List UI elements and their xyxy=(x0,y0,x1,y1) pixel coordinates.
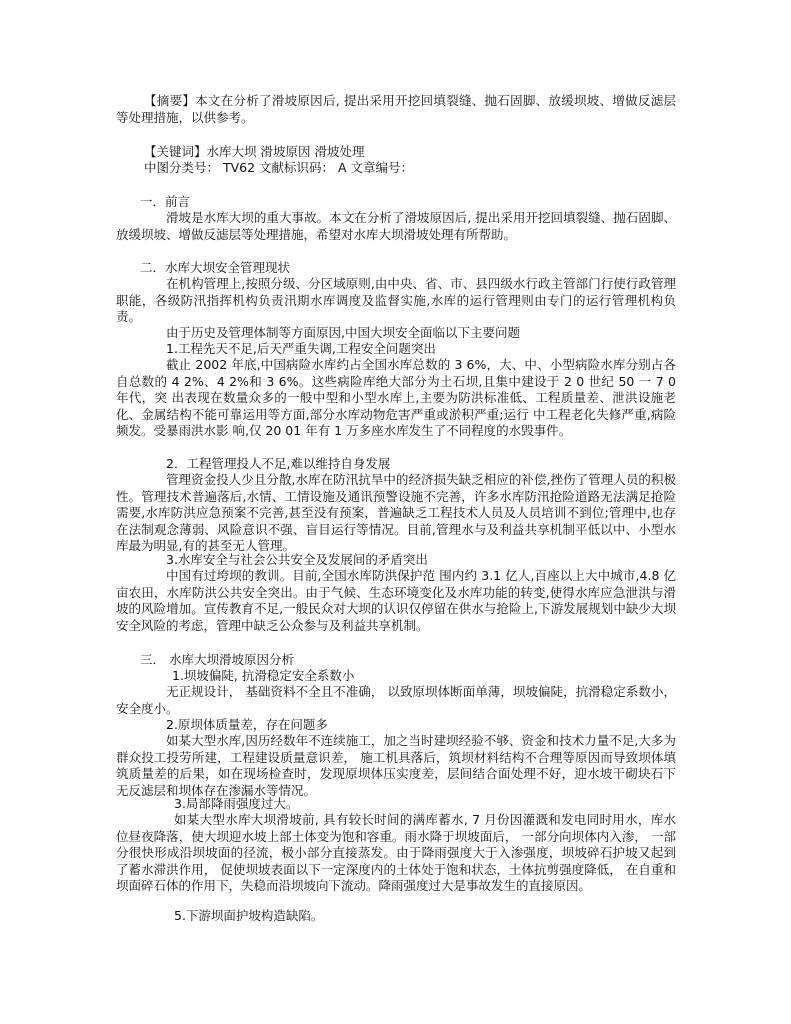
section-heading-1: 一．前言 xyxy=(140,194,191,209)
subheading-3-2: 2.原坝体质量差，存在问题多 xyxy=(166,717,328,732)
subheading-2-3: 3.水库安全与社会公共安全及发展间的矛盾突出 xyxy=(166,552,428,567)
subheading-2-1: 1.工程先天不足,后天严重失调,工程安全问题突出 xyxy=(166,341,436,356)
paragraph-problems-intro: 由于历史及管理体制等方面原因,中国大坝安全面临以下主要问题 xyxy=(166,325,520,340)
section-heading-2: 二．水库大坝安全管理现状 xyxy=(140,260,291,275)
paragraph-2-1: 截止 2002 年底,中国病险水库约占全国水库总数的 3 6%，大、中、小型病险水库分别占各自总数的 4 2%、4 2%和 3 6%。这些病险库绝大部分为土石坝,且集中建设于 2 0 世纪 50 一 7 0 年代，突 出表现在数量众多的一般中型和小型水库上,主要为防洪标准低、工程质量差、泄洪设施老化、金属结构不能可靠运用等方面,部分水库动物危害严重或淤积严重;运行 中工程老化失修严重,病险频发。受暴雨洪水影 响,仅 20 01 年有 1 万多座水库发生了不同程度的水毁事件。 xyxy=(116,357,676,439)
paragraph-3-3: 如某大型水库大坝滑坡前, 具有较长时间的满库蓄水, 7 月份因灌溉和发电同时用水，库水位昼夜降落，使大坝迎水坡上部土体变为饱和容重。雨水降于坝坡面后， 一部分向坝体内入渗， 一部分很快形成沿坝坡面的径流，极小部分直接蒸发。由于降雨强度大于入渗强度，坝坡碎石护坡又起到了蓄水滞洪作用， 促使坝坡表面以下一定深度内的土体处于饱和状态，土体抗剪强度降低， 在自重和坝面碎石体的作用下，失稳而沿坝坡向下流动。降雨强度过大是事故发生的直接原因。 xyxy=(116,812,676,894)
paragraph-3-1: 无正规设计， 基础资料不全且不准确， 以致原坝体断面单薄，坝坡偏陡，抗滑稳定系数小， 安全度小。 xyxy=(116,684,676,716)
paragraph-management: 在机构管理上,按照分级、分区域原则,由中央、省、市、县四级水行政主管部门行使行政管理职能，各级防汛指挥机构负责汛期水库调度及监督实施,水库的运行管理则由专门的运行管理机构负责。 xyxy=(116,276,676,325)
subheading-3-3: 3.局部降雨强度过大。 xyxy=(174,796,299,811)
subheading-3-5: 5.下游坝面护坡构造缺陷。 xyxy=(174,908,324,923)
subheading-2-2: 2．工程管理投人不足,难以维持自身发展 xyxy=(166,456,391,471)
subheading-3-1: 1.坝坡偏陡, 抗滑稳定安全系数小 xyxy=(172,668,355,683)
abstract: 【摘要】本文在分析了滑坡原因后, 提出采用开挖回填裂缝、抛石固脚、放缓坝坡、增做反滤层等处理措施，以供参考。 xyxy=(116,93,676,125)
section-heading-3: 三． 水库大坝滑坡原因分析 xyxy=(140,652,294,667)
keywords: 【关键词】水库大坝 滑坡原因 滑坡处理 xyxy=(144,144,365,159)
paragraph-intro: 滑坡是水库大坝的重大事故。本文在分析了滑坡原因后, 提出采用开挖回填裂缝、抛石固脚、放缓坝坡、增做反滤层等处理措施，希望对水库大坝滑坡处理有所帮助。 xyxy=(116,210,676,242)
paragraph-2-2: 管理资金投人少且分散,水库在防汛抗旱中的经济损失缺乏相应的补偿,挫伤了管理人员的积极性。管理技术普遍落后,水情、工情设施及通讯预警设施不完善，许多水库防汛抢险道路无法满足抢险需要,水库防洪应急预案不完善,甚至没有预案，普遍缺乏工程技术人员及人员培训不到位;管理中,也存在法制观念薄弱、风险意识不强、盲目运行等情况。目前,管理水与及利益共享机制平低以中、小型水库最为明显,有的甚至无人管理。 xyxy=(116,472,676,554)
paragraph-3-2: 如某大型水库,因历经数年不连续施工，加之当时建坝经验不够、资金和技术力量不足,大多为群众投工投劳所建，工程建设质量意识差， 施工机具落后，筑坝材料结构不合理等原因而导致坝体填筑质量差的后果，如在现场检查时，发现原坝体压实度差，层间结合面处理不好，迎水坡干砌块石下无反滤层和坝体存在渗漏水等情况。 xyxy=(116,733,676,798)
paragraph-2-3: 中国有过垮坝的教训。目前,全国水库防洪保护范 围内约 3.1 亿人,百座以上大中城市,4.8 亿亩农田，水库防洪公共安全突出。由于气候、生态环境变化及水库功能的转变,使得水库应急泄洪与滑坡的风险增加。宣传教育不足,一般民众对大坝的认识仅停留在供水与抢险上,下游发展规划中缺少大坝安全风险的考虑，管理中缺乏公众参与及利益共享机制。 xyxy=(116,568,676,633)
classification: 中图分类号： TV62 文献标识码： A 文章编号： xyxy=(144,160,414,175)
